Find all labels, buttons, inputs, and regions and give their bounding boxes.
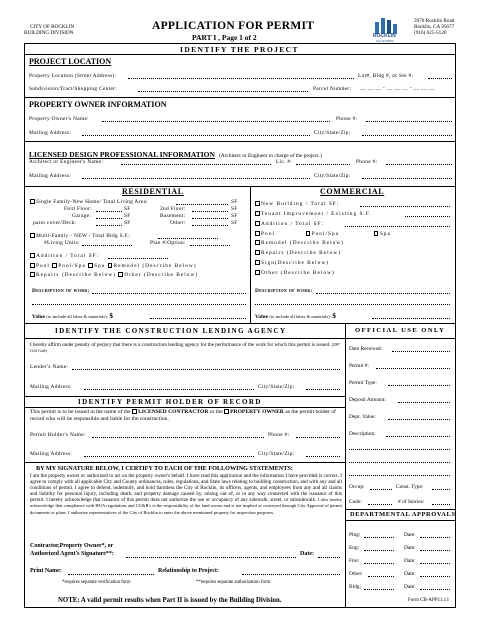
signature-field[interactable] bbox=[126, 557, 296, 558]
res-repairs-checkbox[interactable] bbox=[30, 272, 35, 277]
print-name-label: Print Name: bbox=[30, 568, 62, 574]
com-other-checkbox[interactable] bbox=[255, 270, 260, 275]
const-type-field[interactable] bbox=[432, 489, 450, 490]
com-spa-checkbox[interactable] bbox=[374, 231, 379, 236]
logo-subtext: CALIFORNIA bbox=[376, 39, 395, 43]
res-description-field[interactable] bbox=[92, 293, 246, 294]
lending-mailing-field[interactable] bbox=[84, 389, 254, 390]
holder-name-label: Permit Holder's Name: bbox=[30, 432, 86, 438]
plng-date-field[interactable] bbox=[420, 537, 450, 538]
res-remodel-label: Remodel (Describe Below) bbox=[113, 263, 197, 269]
eng-date-label: Date: bbox=[404, 545, 416, 551]
com-sign-label: Sign(Describe Below) bbox=[261, 260, 330, 266]
authorization-note: **requires separate authorization form bbox=[196, 580, 271, 585]
owner-city-label: City/State/Zip: bbox=[314, 130, 351, 136]
rocklin-logo bbox=[372, 16, 402, 44]
stories-label: # of Stories: bbox=[398, 499, 425, 505]
com-value-field[interactable] bbox=[372, 318, 450, 319]
new-building-checkbox[interactable] bbox=[255, 201, 260, 206]
occup-field[interactable] bbox=[370, 489, 392, 490]
owner-name-field[interactable] bbox=[102, 121, 330, 122]
plng-date-label: Date: bbox=[404, 532, 416, 538]
parcel-label: Parcel Number: bbox=[313, 86, 352, 92]
departmental-approvals-heading: DEPARTMENTAL APPROVALS bbox=[350, 511, 456, 518]
professional-name-field[interactable] bbox=[121, 164, 271, 165]
relationship-label: Relationship to Project: bbox=[158, 568, 219, 574]
permit-type-field[interactable] bbox=[388, 385, 450, 386]
other-date-label: Date: bbox=[404, 571, 416, 577]
holder-phone-label: Phone #: bbox=[268, 432, 290, 438]
form-number: Form CB-APP11.13 bbox=[408, 598, 449, 603]
holder-city-field[interactable] bbox=[306, 456, 340, 457]
dept-value-field[interactable] bbox=[388, 419, 450, 420]
single-family-option[interactable] bbox=[30, 199, 148, 205]
com-pool-row bbox=[255, 231, 391, 237]
parcel-field[interactable]: __ __ __ - __ __ __ - __ __ __ bbox=[360, 85, 435, 91]
com-other-option[interactable] bbox=[255, 270, 335, 276]
res-value-dollar: $ bbox=[109, 312, 113, 320]
address-line-2: Rocklin, CA 95677 bbox=[414, 24, 455, 30]
eng-field[interactable] bbox=[364, 550, 394, 551]
professional-city-label: City/State/Zip: bbox=[314, 173, 351, 179]
multi-family-label: Multi-Family - NEW / Total Bldg S.F.: bbox=[36, 233, 131, 239]
description-field[interactable] bbox=[386, 436, 450, 437]
com-other-label: Other (Describe Below) bbox=[261, 270, 335, 276]
res-description-label: Description of work: bbox=[32, 288, 90, 294]
com-repairs-option[interactable] bbox=[255, 250, 341, 256]
com-value-dollar: $ bbox=[332, 312, 336, 320]
holder-mailing-label: Mailing Address: bbox=[30, 451, 73, 457]
lender-name-field[interactable] bbox=[72, 369, 340, 370]
com-value-note: (to include all labor & materials): bbox=[269, 314, 331, 319]
com-repairs-checkbox[interactable] bbox=[255, 250, 260, 255]
single-family-label: Single Family-New Home/ Total Living Area: bbox=[36, 199, 148, 205]
single-family-checkbox[interactable] bbox=[30, 199, 35, 204]
res-repairs-row bbox=[30, 272, 198, 278]
owner-label: OWNER bbox=[262, 409, 284, 415]
com-remodel-checkbox[interactable] bbox=[255, 240, 260, 245]
description-label: Description: bbox=[349, 431, 376, 437]
certify-body-1: I am the property owner or authorized to act on the property owner's behalf. I have read this application and the information I have provided is correct. I agree to comply with all applicable City and County ordinances, rules, regulations, and State laws relating to building construction, and with any and all conditions of permit. I agree to defend, indemnify, and hold harmless the City of Rocklin, its officers, agents, and employees from any and all claims and liability for personal injury, including death, and property damage caused by, arising out of, or in any way connected with the issuance of this permit. I hereby acknowledge that issuance of this permit does not authorize the use or occupancy of any sidewalk, street, or subsidewalk. bbox=[30, 473, 342, 504]
code-field[interactable] bbox=[368, 504, 392, 505]
eng-date-field[interactable] bbox=[420, 550, 450, 551]
plng-field[interactable] bbox=[364, 537, 394, 538]
com-addition-option[interactable] bbox=[255, 221, 324, 227]
sf-unit: SF bbox=[124, 220, 131, 226]
page-subtitle: PART I , Page 1 of 2 bbox=[192, 33, 257, 42]
com-pool-checkbox[interactable] bbox=[255, 231, 260, 236]
patio-field[interactable] bbox=[96, 225, 122, 226]
res-pool-row bbox=[30, 263, 197, 269]
sf-unit: SF bbox=[124, 213, 131, 219]
com-value-label: Value bbox=[255, 314, 268, 320]
footer-note: NOTE: A valid permit results when Part II is issued by the Building Division. bbox=[58, 597, 282, 604]
plan-field[interactable] bbox=[190, 245, 230, 246]
living-units-label: #Living Units: bbox=[44, 240, 80, 246]
commercial-heading: COMMERCIAL bbox=[320, 187, 385, 196]
eng-label: Eng: bbox=[349, 545, 360, 551]
res-addition-label: Addition / Total SF: bbox=[36, 253, 100, 259]
bldg-field[interactable] bbox=[364, 589, 394, 590]
res-spa-label: Spa bbox=[94, 263, 106, 269]
occup-label: Occup: bbox=[349, 484, 365, 490]
first-floor-field[interactable] bbox=[96, 211, 122, 212]
bldg-label: Bldg: bbox=[349, 584, 361, 590]
contractor-checkbox[interactable] bbox=[132, 409, 137, 414]
plan-label: Plan #/Option: bbox=[150, 240, 186, 246]
address-line-1: 3970 Rocklin Road bbox=[414, 18, 455, 24]
professional-mailing-field[interactable] bbox=[82, 178, 310, 179]
professional-phone-label: Phone #: bbox=[356, 159, 378, 165]
property-label: PROPERTY bbox=[230, 409, 261, 415]
holder-text-3: as the permit holder of record who will be responsible and liable for the construction. bbox=[30, 409, 336, 423]
com-pool-spa-label: Pool/Spa bbox=[311, 231, 340, 237]
new-building-label: New Building / Total SF: bbox=[261, 201, 340, 207]
holder-statement bbox=[30, 409, 342, 423]
res-value-note: (to include all labor & materials): bbox=[46, 314, 108, 319]
certify-body bbox=[30, 473, 342, 516]
official-use-heading: OFFICIAL USE ONLY bbox=[355, 327, 446, 334]
signature-label-2: Authorized Agent's Signature**: bbox=[30, 551, 114, 557]
lending-city-field[interactable] bbox=[306, 389, 340, 390]
other-field[interactable] bbox=[192, 225, 228, 226]
owner-phone-field[interactable] bbox=[366, 121, 452, 122]
bldg-date-label: Date: bbox=[404, 584, 416, 590]
date-received-label: Date Received: bbox=[349, 346, 383, 352]
residential-heading: RESIDENTIAL bbox=[122, 187, 184, 196]
com-description-label: Description of work: bbox=[255, 288, 313, 294]
tenant-checkbox[interactable] bbox=[255, 211, 260, 216]
com-spa-label: Spa bbox=[379, 231, 391, 237]
owner-heading: PROPERTY OWNER INFORMATION bbox=[29, 100, 167, 109]
holder-phone-field[interactable] bbox=[296, 437, 340, 438]
com-sign-option[interactable] bbox=[255, 260, 329, 266]
res-addition-option[interactable] bbox=[30, 253, 99, 259]
patio-label: patio cover/Deck: bbox=[33, 220, 77, 226]
city-logo-icon bbox=[372, 16, 402, 34]
fire-date-field[interactable] bbox=[420, 563, 450, 564]
res-value-field[interactable] bbox=[150, 318, 246, 319]
holder-text-1: This permit is to be issued in the name of the bbox=[30, 409, 131, 415]
code-label: Code: bbox=[349, 499, 362, 505]
owner-name-label: Property Owner's Name: bbox=[29, 116, 89, 122]
lot-field[interactable] bbox=[428, 78, 452, 79]
sf-unit: SF bbox=[231, 206, 238, 212]
second-floor-field[interactable] bbox=[192, 211, 228, 212]
second-floor-label: 2nd Floor: bbox=[160, 206, 186, 212]
garage-field[interactable] bbox=[96, 218, 122, 219]
owner-mailing-field[interactable] bbox=[82, 135, 310, 136]
lender-name-label: Lender's Name: bbox=[30, 364, 69, 370]
fire-date-label: Date: bbox=[404, 558, 416, 564]
verification-note: *requires separate verification form bbox=[62, 580, 131, 585]
com-repairs-label: Repairs (Describe Below) bbox=[261, 250, 341, 256]
sf-unit: SF bbox=[231, 220, 238, 226]
fire-field[interactable] bbox=[364, 563, 394, 564]
lending-affirm bbox=[30, 342, 340, 354]
res-other-label: Other (Describe Below) bbox=[124, 272, 199, 278]
deposit-label: Deposit Amount: bbox=[349, 397, 386, 403]
holder-mailing-field[interactable] bbox=[84, 456, 254, 457]
first-floor-label: First Floor: bbox=[64, 206, 93, 212]
res-spa-checkbox[interactable] bbox=[88, 263, 93, 268]
permit-number-field[interactable] bbox=[376, 368, 450, 369]
relationship-field[interactable] bbox=[242, 574, 340, 575]
signature-label-1: Contractor,Property Owner*, or bbox=[30, 543, 114, 549]
property-location-label: Property Location (Street Address): bbox=[29, 73, 117, 79]
permit-type-label: Permit Type: bbox=[349, 380, 377, 386]
com-addition-label: Addition / Total SF: bbox=[261, 221, 325, 227]
permit-number-label: Permit #: bbox=[349, 363, 369, 369]
certify-body-2: I also hereby acknowledge that compliance with HOA regulations and CC&R's is the responsibility of the land owner and is not implied or conveyed through City Approval of permit documents or plans. I authorize representatives of the City of Rocklin to enter the above mentioned property for inspection purposes. bbox=[30, 497, 342, 515]
lending-heading: IDENTIFY THE CONSTRUCTION LENDING AGENCY bbox=[55, 327, 287, 335]
print-name-field[interactable] bbox=[68, 574, 154, 575]
other-approval-label: Other: bbox=[349, 571, 363, 577]
tenant-option[interactable] bbox=[255, 211, 372, 217]
bldg-date-field[interactable] bbox=[420, 589, 450, 590]
lending-city-label: City/State/Zip: bbox=[258, 384, 295, 390]
living-units-field[interactable] bbox=[82, 245, 132, 246]
dept-value-label: Dept. Value: bbox=[349, 414, 376, 420]
res-addition-checkbox[interactable] bbox=[30, 253, 35, 258]
com-description-field[interactable] bbox=[316, 293, 450, 294]
property-location-field[interactable] bbox=[128, 78, 354, 79]
holder-name-field[interactable] bbox=[92, 437, 264, 438]
res-pool-checkbox[interactable] bbox=[30, 263, 35, 268]
holder-or-the: or the bbox=[209, 409, 223, 415]
other-label: Other: bbox=[170, 220, 186, 226]
owner-mailing-label: Mailing Address: bbox=[29, 130, 72, 136]
other-approval-field[interactable] bbox=[368, 576, 394, 577]
holder-city-label: City/State/Zip: bbox=[258, 451, 295, 457]
deposit-field[interactable] bbox=[398, 402, 450, 403]
lending-mailing-label: Mailing Address: bbox=[30, 384, 73, 390]
professional-phone-field[interactable] bbox=[386, 164, 452, 165]
signature-date-field[interactable] bbox=[318, 557, 340, 558]
subdivision-label: Subdivision/Tract/Shopping Center: bbox=[29, 86, 118, 92]
form-frame bbox=[24, 43, 456, 608]
sf-unit: SF bbox=[231, 199, 238, 205]
res-pool-label: Pool bbox=[36, 263, 50, 269]
stories-field[interactable] bbox=[432, 504, 450, 505]
res-repairs-label: Repairs (Describe Below) bbox=[36, 272, 116, 278]
const-type-label: Const. Type: bbox=[396, 484, 424, 490]
com-description-line-2[interactable] bbox=[255, 304, 450, 305]
contractor-label: LICENSED CONTRACTOR bbox=[138, 409, 209, 415]
project-location-heading: PROJECT LOCATION bbox=[29, 57, 112, 66]
sf-unit: SF bbox=[231, 213, 238, 219]
owner-checkbox[interactable] bbox=[224, 409, 229, 414]
division-name: BUILDING DIVISION bbox=[24, 30, 74, 36]
res-value-row bbox=[32, 312, 113, 320]
multi-family-option[interactable] bbox=[30, 233, 131, 239]
basement-field[interactable] bbox=[192, 218, 228, 219]
new-building-option[interactable] bbox=[255, 201, 339, 207]
com-value-row bbox=[255, 312, 336, 320]
res-remodel-checkbox[interactable] bbox=[108, 263, 113, 268]
date-received-field[interactable] bbox=[392, 351, 450, 352]
fire-label: Fire: bbox=[349, 558, 360, 564]
professional-note: (Architect or Engineer in charge of the project.) bbox=[218, 153, 322, 159]
com-pool-spa-checkbox[interactable] bbox=[306, 231, 311, 236]
res-pool-spa-checkbox[interactable] bbox=[52, 263, 57, 268]
phone-line: (916) 625-5120 bbox=[414, 30, 447, 36]
professional-lic-label: Lic. #: bbox=[276, 159, 293, 165]
com-pool-label: Pool bbox=[261, 231, 275, 237]
holder-heading: IDENTIFY PERMIT HOLDER OF RECORD bbox=[78, 398, 262, 406]
sf-unit: SF bbox=[124, 206, 131, 212]
civil-code-note: (2097 Civil Code) bbox=[30, 343, 340, 354]
lending-affirm-text: I hereby affirm under penalty of perjury that there is a construction lending agency for the performance of the work for which this permit is issued. bbox=[30, 342, 331, 348]
com-sign-checkbox[interactable] bbox=[255, 260, 260, 265]
res-other-checkbox[interactable] bbox=[118, 272, 123, 277]
res-value-label: Value bbox=[32, 314, 45, 320]
professional-name-label: Architect or Engineer's Name: bbox=[29, 159, 104, 165]
page-title: APPLICATION FOR PERMIT bbox=[152, 20, 315, 32]
res-description-line-2[interactable] bbox=[32, 304, 246, 305]
professional-city-field[interactable] bbox=[362, 178, 452, 179]
subdivision-field[interactable] bbox=[138, 91, 308, 92]
certify-heading: BY MY SIGNATURE BELOW, I CERTIFY TO EACH OF THE FOLLOWING STATEMENTS: bbox=[36, 465, 293, 472]
other-date-field[interactable] bbox=[420, 576, 450, 577]
com-remodel-option[interactable] bbox=[255, 240, 344, 246]
owner-city-field[interactable] bbox=[362, 135, 452, 136]
professional-mailing-label: Mailing Address: bbox=[29, 173, 72, 179]
garage-label: Garage: bbox=[72, 213, 92, 219]
owner-phone-label: Phone #: bbox=[336, 116, 358, 122]
professional-lic-field[interactable] bbox=[296, 164, 350, 165]
lot-label: Lot#, Bldg #, or Ste #: bbox=[358, 73, 414, 79]
com-remodel-label: Remodel (Describe Below) bbox=[261, 240, 344, 246]
identify-project-heading: IDENTIFY THE PROJECT bbox=[180, 45, 299, 54]
logo-text: ROCKLIN bbox=[373, 33, 396, 39]
plng-label: Plng: bbox=[349, 532, 361, 538]
city-name: CITY OF ROCKLIN bbox=[30, 24, 75, 30]
res-pool-spa-label: Pool/Spa bbox=[58, 263, 86, 269]
multi-family-checkbox[interactable] bbox=[30, 233, 35, 238]
tenant-label: Tenant Improvement / Existing S.F. bbox=[261, 211, 372, 217]
professional-heading: LICENSED DESIGN PROFESSIONAL INFORMATION bbox=[29, 150, 215, 159]
basement-label: Basement: bbox=[160, 213, 186, 219]
signature-date-label: Date: bbox=[300, 551, 314, 557]
com-addition-checkbox[interactable] bbox=[255, 221, 260, 226]
